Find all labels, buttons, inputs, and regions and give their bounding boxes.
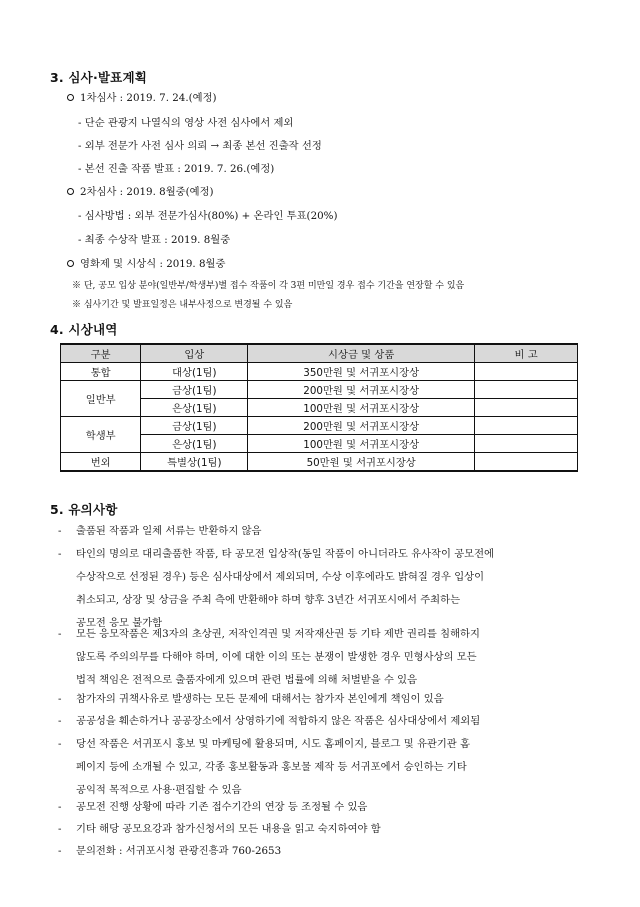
section-5-title: 5. 유의사항 [50, 502, 118, 517]
first-review-line [67, 91, 217, 105]
dash-bullet: - [58, 823, 62, 835]
place-cell: 특별상(1팀) [141, 453, 248, 472]
circle-bullet-icon [67, 94, 74, 101]
header-prize: 시상금 및 상품 [248, 344, 475, 363]
group-cell: 번외 [61, 453, 141, 472]
prize-cell: 200만원 및 서귀포시장상 [248, 417, 475, 435]
prize-cell: 350만원 및 서귀포시장상 [248, 363, 475, 381]
first-review: 1차심사 : 2019. 7. 24.(예정) [80, 92, 217, 104]
notice-item [58, 733, 598, 802]
notice-line: 당선 작품은 서귀포시 홍보 및 마케팅에 활용되며, 시도 홈페이지, 블로그 및 유관기관 홈 [76, 738, 470, 750]
header-remarks: 비 고 [475, 344, 578, 363]
group-cell: 통합 [61, 363, 141, 381]
note-cell [475, 363, 578, 381]
first-item-2: - 외부 전문가 사전 심사 의뢰 → 최종 본선 진출작 선정 [78, 140, 322, 152]
prize-cell: 200만원 및 서귀포시장상 [248, 381, 475, 399]
notice-line: 공모전 응모 불가함 [76, 617, 163, 629]
dash-bullet: - [58, 845, 62, 857]
table-row [61, 453, 578, 472]
dash-bullet: - [58, 628, 62, 640]
notice-line: 수상작으로 선정된 경우) 등은 심사대상에서 제외되며, 수상 이후에라도 밝혀질 경우 입상이 [76, 571, 485, 583]
circle-bullet-icon [67, 188, 74, 195]
second-item-2: - 최종 수상작 발표 : 2019. 8월중 [78, 234, 231, 246]
note-cell [475, 435, 578, 453]
dash-bullet: - [58, 693, 62, 705]
section-3-title: 3. 심사·발표계획 [50, 70, 147, 85]
second-review-line [67, 185, 214, 199]
place-cell: 은상(1팀) [141, 399, 248, 417]
table-row [61, 417, 578, 435]
notice-line: 페이지 등에 소개될 수 있고, 각종 홍보활동과 홍보물 제작 등 서귀포에서 승인하는 기타 [76, 761, 467, 773]
table-row [61, 363, 578, 381]
prize-table [60, 343, 578, 472]
notice-item [58, 623, 598, 692]
notice-item [58, 520, 598, 543]
notice-item [58, 688, 598, 711]
dash-bullet: - [58, 715, 62, 727]
prize-cell: 100만원 및 서귀포시장상 [248, 435, 475, 453]
notice-line: 참가자의 귀책사유로 발생하는 모든 문제에 대해서는 참가자 본인에게 책임이 있음 [76, 693, 444, 705]
table-header-row [61, 344, 578, 363]
note-cell [475, 381, 578, 399]
notice-line: 출품된 작품과 일체 서류는 반환하지 않음 [76, 525, 262, 537]
notice-item [58, 840, 598, 863]
place-cell: 대상(1팀) [141, 363, 248, 381]
header-place: 입상 [141, 344, 248, 363]
notice-line: 공익적 목적으로 사용·편집할 수 있음 [76, 784, 242, 796]
notice-line: 않도록 주의의무를 다해야 하며, 이에 대한 이의 또는 분쟁이 발생한 경우 민형사상의 모든 [76, 651, 477, 663]
group-cell: 일반부 [61, 381, 141, 417]
place-cell: 금상(1팀) [141, 381, 248, 399]
header-category: 구분 [61, 344, 141, 363]
notice-line: 모든 응모작품은 제3자의 초상권, 저작인격권 및 저작재산권 등 기타 제반 권리를 침해하지 [76, 628, 480, 640]
note-cell [475, 453, 578, 472]
notice-line: 공공성을 훼손하거나 공공장소에서 상영하기에 적합하지 않은 작품은 심사대상에서 제외됨 [76, 715, 481, 727]
second-item-1: - 심사방법 : 외부 전문가심사(80%) + 온라인 투표(20%) [78, 210, 338, 222]
place-cell: 금상(1팀) [141, 417, 248, 435]
ceremony: 영화제 및 시상식 : 2019. 8월중 [80, 258, 226, 270]
note-cell [475, 417, 578, 435]
notice-item [58, 543, 598, 635]
dash-bullet: - [58, 548, 62, 560]
section-4-title: 4. 시상내역 [50, 322, 118, 337]
notice-line: 취소되고, 상장 및 상금을 주최 측에 반환해야 하며 향후 3년간 서귀포시에서 주최하는 [76, 594, 461, 606]
note-1: ※ 단, 공모 입상 분야(일반부/학생부)별 접수 작품이 각 3편 미만일 경우 접수 기간을 연장할 수 있음 [72, 281, 465, 291]
notice-line: 법적 책임은 전적으로 출품자에게 있으며 관련 법률에 의해 처벌받을 수 있음 [76, 674, 418, 686]
dash-bullet: - [58, 525, 62, 537]
dash-bullet: - [58, 738, 62, 750]
first-item-1: - 단순 관광지 나열식의 영상 사전 심사에서 제외 [78, 117, 294, 129]
notice-line: 문의전화 : 서귀포시청 관광진흥과 760-2653 [76, 845, 282, 857]
notice-line: 기타 해당 공모요강과 참가신청서의 모든 내용을 읽고 숙지하여야 함 [76, 823, 381, 835]
place-cell: 은상(1팀) [141, 435, 248, 453]
group-cell: 학생부 [61, 417, 141, 453]
note-2: ※ 심사기간 및 발표일정은 내부사정으로 변경될 수 있음 [72, 300, 293, 310]
prize-cell: 50만원 및 서귀포시장상 [248, 453, 475, 472]
circle-bullet-icon [67, 260, 74, 267]
notice-line: 공모전 진행 상황에 따라 기존 접수기간의 연장 등 조정될 수 있음 [76, 801, 368, 813]
note-cell [475, 399, 578, 417]
dash-bullet: - [58, 801, 62, 813]
notice-item [58, 796, 598, 819]
ceremony-line [67, 257, 225, 271]
notice-item [58, 818, 598, 841]
prize-cell: 100만원 및 서귀포시장상 [248, 399, 475, 417]
first-item-3: - 본선 진출 작품 발표 : 2019. 7. 26.(예정) [78, 163, 275, 175]
notice-line: 타인의 명의로 대리출품한 작품, 타 공모전 입상작(동일 작품이 아니더라도 유사작이 공모전에 [76, 548, 494, 560]
notice-item [58, 710, 598, 733]
second-review: 2차심사 : 2019. 8월중(예정) [80, 186, 214, 198]
table-row [61, 381, 578, 399]
